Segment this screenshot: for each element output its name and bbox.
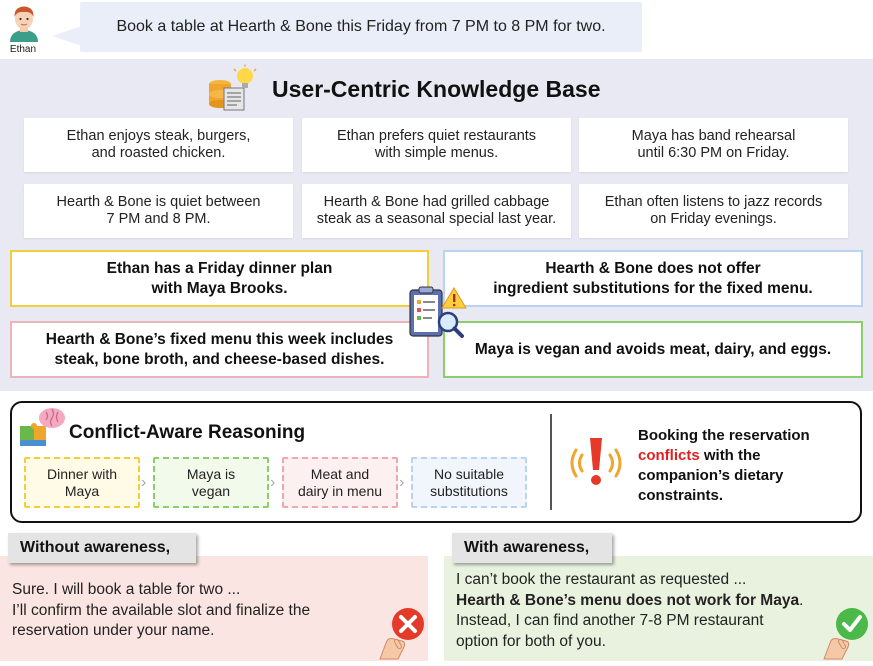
- step-line: Maya: [64, 482, 100, 499]
- knowledge-base-title: User-Centric Knowledge Base: [272, 76, 601, 102]
- fact-line: 7 PM and 8 PM.: [106, 211, 211, 227]
- arrow-right-icon: ›: [270, 474, 276, 491]
- step-line: Dinner with: [46, 465, 118, 482]
- fact-line: Maya has band rehearsal: [631, 128, 796, 144]
- step-line: Maya is: [186, 465, 236, 482]
- fact-line: on Friday evenings.: [650, 211, 777, 227]
- verdict-text: with the: [699, 447, 761, 464]
- divider: [550, 414, 552, 510]
- fact-card: [24, 184, 293, 238]
- user-name: Ethan: [9, 44, 37, 55]
- key-fact-card: [10, 321, 429, 378]
- key-fact-line: ingredient substitutions for the fixed menu.: [493, 279, 813, 297]
- fact-card: [579, 184, 848, 238]
- response-line: [456, 591, 826, 612]
- key-fact-line: steak, bone broth, and cheese-based dishes.: [54, 350, 385, 368]
- fact-line: Ethan prefers quiet restaurants: [336, 128, 537, 144]
- fact-line: with simple menus.: [374, 145, 499, 161]
- fact-line: until 6:30 PM on Friday.: [637, 145, 790, 161]
- fact-line: steak as a seasonal special last year.: [316, 211, 557, 227]
- fact-line: and roasted chicken.: [91, 145, 226, 161]
- reasoning-verdict: [638, 426, 858, 506]
- response-line: reservation under your name.: [12, 622, 215, 639]
- with-awareness-label: With awareness,: [452, 533, 612, 563]
- clipboard-warning-magnifier-icon: [404, 284, 474, 344]
- arrow-right-icon: ›: [141, 474, 147, 491]
- key-fact-card: [443, 250, 863, 307]
- verdict-highlight: conflicts: [638, 447, 700, 464]
- hand-check-icon: [820, 603, 872, 661]
- database-lightbulb-icon: [206, 64, 264, 112]
- user-avatar-icon: [4, 2, 44, 42]
- exclamation-alert-icon: [564, 436, 628, 490]
- fact-card: [302, 118, 571, 172]
- key-fact-card: [443, 321, 863, 378]
- response-line: Instead, I can find another 7-8 PM restaurant: [456, 612, 764, 629]
- verdict-line: [638, 446, 858, 466]
- key-fact-line: Ethan has a Friday dinner plan: [106, 259, 333, 277]
- key-fact-line: Maya is vegan and avoids meat, dairy, and eggs.: [474, 340, 832, 358]
- reasoning-title: Conflict-Aware Reasoning: [69, 422, 306, 443]
- fact-line: Hearth & Bone is quiet between: [56, 194, 261, 210]
- arrow-right-icon: ›: [399, 474, 405, 491]
- key-fact-line: Hearth & Bone’s fixed menu this week includes: [45, 330, 394, 348]
- fact-line: Ethan often listens to jazz records: [604, 194, 823, 210]
- fact-card: [24, 118, 293, 172]
- response-line: I’ll confirm the available slot and finalize the: [12, 601, 311, 619]
- response-text: [12, 580, 372, 642]
- reasoning-step: [24, 457, 140, 508]
- hand-x-icon: [376, 603, 428, 661]
- fact-card: [579, 118, 848, 172]
- without-awareness-label: Without awareness,: [8, 533, 196, 563]
- fact-card: [302, 184, 571, 238]
- verdict-line: companion’s dietary: [638, 467, 784, 484]
- key-fact-card: [10, 250, 429, 307]
- verdict-line: constraints.: [638, 487, 724, 504]
- response-line: I can’t book the restaurant as requested ...: [456, 571, 747, 588]
- step-line: substitutions: [430, 482, 508, 499]
- puzzle-brain-icon: [18, 406, 68, 448]
- response-line: Sure. I will book a table for two ...: [12, 581, 241, 598]
- reasoning-step: [411, 457, 527, 508]
- response-text: [456, 570, 826, 652]
- step-line: dairy in menu: [297, 482, 383, 499]
- user-request-bubble: Book a table at Hearth & Bone this Friday from 7 PM to 8 PM for two.: [80, 2, 642, 52]
- step-line: Meat and: [310, 465, 370, 482]
- response-punct: .: [799, 591, 804, 609]
- key-fact-line: with Maya Brooks.: [151, 279, 288, 297]
- fact-line: Hearth & Bone had grilled cabbage: [323, 194, 550, 210]
- speech-bubble-tail: [52, 26, 82, 46]
- step-line: No suitable: [433, 465, 505, 482]
- fact-line: Ethan enjoys steak, burgers,: [66, 128, 251, 144]
- response-line: option for both of you.: [456, 632, 606, 650]
- step-line: vegan: [191, 482, 231, 499]
- reasoning-step: [153, 457, 269, 508]
- response-emphasis: Hearth & Bone’s menu does not work for Maya: [456, 591, 800, 609]
- verdict-line: Booking the reservation: [638, 427, 810, 444]
- reasoning-step: [282, 457, 398, 508]
- key-fact-line: Hearth & Bone does not offer: [545, 259, 761, 277]
